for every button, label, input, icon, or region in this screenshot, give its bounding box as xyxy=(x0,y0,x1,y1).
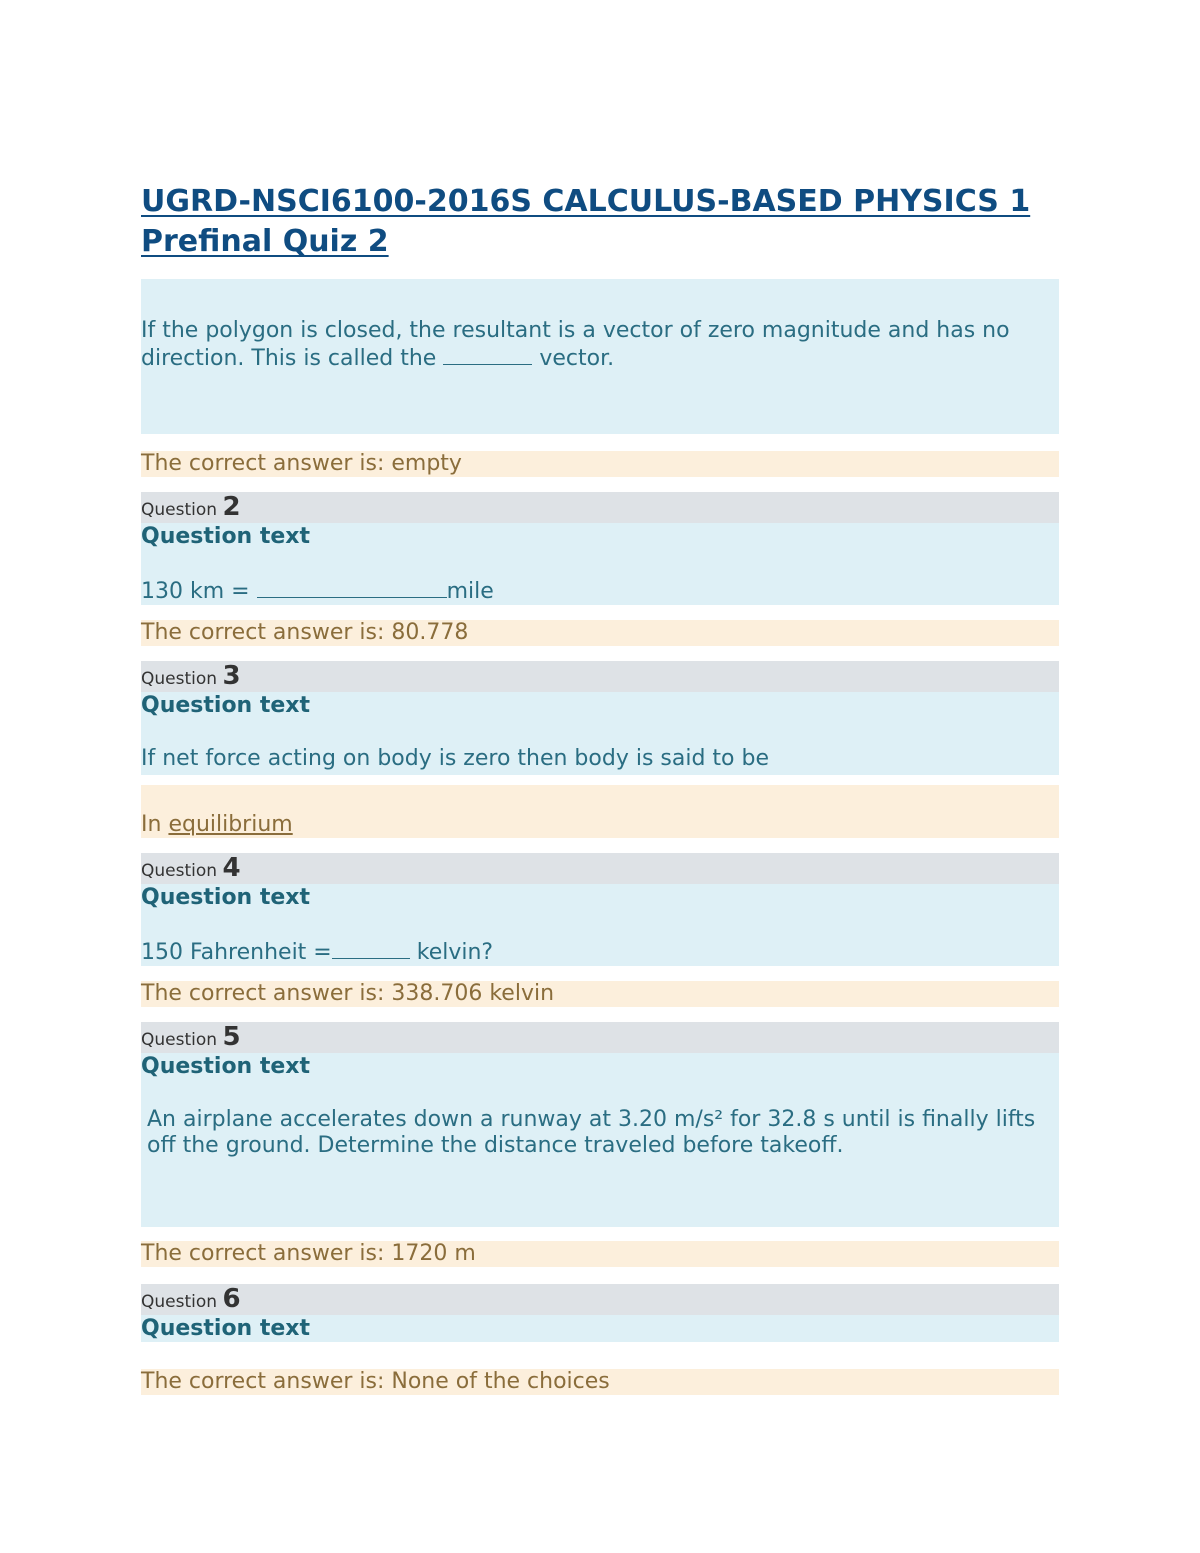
question-4-answer xyxy=(141,981,1059,1007)
question-text-label: Question text xyxy=(141,693,311,718)
correct-answer-text: The correct answer is: None of the choices xyxy=(141,1369,610,1394)
question-2-text: 130 km = xyxy=(141,579,250,604)
question-2-answer xyxy=(141,620,1059,646)
question-3-header xyxy=(141,661,1059,692)
correct-answer-text: The correct answer is: 338.706 kelvin xyxy=(141,981,555,1006)
question-text-label: Question text xyxy=(141,885,311,910)
question-label: Question xyxy=(141,1030,218,1050)
question-4-text-box xyxy=(141,884,1059,966)
question-number: 5 xyxy=(222,1022,241,1052)
question-label: Question xyxy=(141,669,218,689)
correct-answer-text: The correct answer is: empty xyxy=(141,451,462,476)
question-2-header xyxy=(141,492,1059,523)
question-1-text: If the polygon is closed, the resultant is a vector of zero magnitude and has no direction. This is called the xyxy=(141,318,1010,371)
question-5-answer xyxy=(141,1241,1059,1267)
question-number: 4 xyxy=(222,853,241,883)
correct-answer-text: The correct answer is: 80.778 xyxy=(141,620,469,645)
question-number: 3 xyxy=(222,661,241,691)
question-6-text-box xyxy=(141,1315,1059,1342)
question-label: Question xyxy=(141,1292,218,1312)
question-2-body xyxy=(141,577,1059,605)
question-5-text: An airplane accelerates down a runway at 3.20 m/s² for 32.8 s until is finally lifts off the ground. Determine the distance traveled before takeoff. xyxy=(147,1107,1036,1158)
question-6-header xyxy=(141,1284,1059,1315)
answer-underlined: equilibrium xyxy=(168,812,293,837)
question-4-text: 150 Fahrenheit = xyxy=(141,940,332,965)
question-number: 6 xyxy=(222,1284,241,1314)
question-1-text-after: vector. xyxy=(539,346,615,371)
question-4-header xyxy=(141,853,1059,884)
question-3-text-box xyxy=(141,692,1059,775)
answer-blank xyxy=(443,344,532,365)
question-4-text-after: kelvin? xyxy=(416,940,494,965)
question-text-label: Question text xyxy=(141,524,311,549)
question-3-answer xyxy=(141,785,1059,838)
question-text-label: Question text xyxy=(141,1316,311,1341)
correct-answer-text: The correct answer is: 1720 m xyxy=(141,1241,476,1266)
question-1-text-box xyxy=(141,279,1059,434)
answer-prefix: In xyxy=(141,812,162,837)
question-2-text-box xyxy=(141,523,1059,605)
question-6-answer xyxy=(141,1369,1059,1395)
question-5-text-box xyxy=(141,1053,1059,1227)
question-2-text-after: mile xyxy=(446,579,494,604)
answer-blank xyxy=(332,938,410,959)
question-number: 2 xyxy=(222,492,241,522)
question-text-label: Question text xyxy=(141,1054,311,1079)
answer-blank xyxy=(257,577,447,598)
question-3-text: If net force acting on body is zero then body is said to be xyxy=(141,746,769,771)
question-5-header xyxy=(141,1022,1059,1053)
page-title[interactable]: UGRD-NSCI6100-2016S CALCULUS-BASED PHYSICS 1 Prefinal Quiz 2 xyxy=(141,184,1031,259)
question-4-body xyxy=(141,938,1059,966)
question-label: Question xyxy=(141,500,218,520)
question-1-answer xyxy=(141,451,1059,477)
question-label: Question xyxy=(141,861,218,881)
